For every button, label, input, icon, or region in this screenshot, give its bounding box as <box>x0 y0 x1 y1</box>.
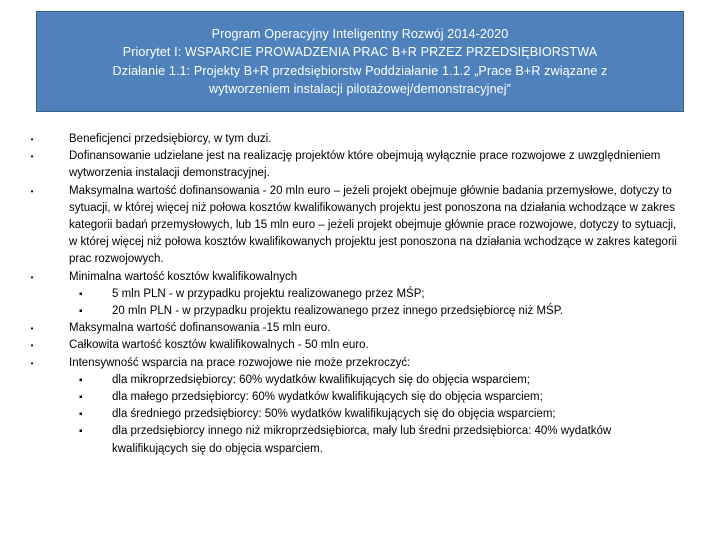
content-area <box>28 131 678 458</box>
list-item-text: Całkowita wartość kosztów kwalifikowalnych - 50 mln euro. <box>69 339 369 352</box>
list-item-text: Dofinansowanie udzielane jest na realizację projektów które obejmują wyłącznie prace rozwojowe z uwzględnieniem wytworzenia instalacji demonstracyjnej. <box>69 150 661 180</box>
bullet-list <box>28 131 678 458</box>
sub-item-text: dla mikroprzedsiębiorcy: 60% wydatków kwalifikujących się do objęcia wsparciem; <box>112 373 531 386</box>
sub-item-text: dla małego przedsiębiorcy: 60% wydatków kwalifikujących się do objęcia wsparciem; <box>112 391 543 404</box>
sub-list-intensity <box>69 372 678 458</box>
list-item-total-costs <box>28 337 678 354</box>
list-item-funding-scope <box>28 148 678 182</box>
bullet-dot-icon: • <box>30 324 34 334</box>
bullet-dot-icon: • <box>30 272 34 282</box>
bullet-dot-icon: • <box>30 341 34 351</box>
list-item-text: Maksymalna wartość dofinansowania - 20 mln euro – jeżeli projekt obejmuje głównie badania przemysłowe, dotyczy to sytuacji, w której więcej niż połowa kosztów kwalifikowanych projektu jest ponoszona na działania wchodzące w zakres kategorii badań przemysłowych, lub 15 mln euro – jeżeli projekt obejmuje głównie prace rozwojowe, dotyczy to sytuacji, w której więcej niż połowa kosztów kwalifikowanych projektu jest ponoszona na działania wchodzące w zakres kategorii prac rozwojowych. <box>69 184 677 266</box>
list-item-text: Beneficjenci przedsiębiorcy, w tym duzi. <box>69 133 272 145</box>
title-action: Działanie 1.1: Projekty B+R przedsiębiorstw Poddziałanie 1.1.2 „Prace B+R związane z <box>112 63 608 78</box>
square-bullet-icon: ▪ <box>79 306 83 318</box>
list-item-max-funding <box>28 183 678 269</box>
sub-list-item <box>79 286 678 303</box>
title-program: Program Operacyjny Inteligentny Rozwój 2014-2020 <box>211 26 509 41</box>
sub-item-text: dla przedsiębiorcy innego niż mikroprzedsiębiorca, mały lub średni przedsiębiorca: 40% wydatków kwalifikujących się do objęcia wsparciem. <box>112 425 612 455</box>
sub-list-item <box>79 406 678 423</box>
bullet-dot-icon: • <box>30 358 34 368</box>
square-bullet-icon: ▪ <box>79 409 83 421</box>
sub-item-text: dla średniego przedsiębiorcy: 50% wydatków kwalifikujących się do objęcia wsparciem; <box>112 408 556 421</box>
list-item-min-costs <box>28 269 678 321</box>
list-item-text: Intensywność wsparcia na prace rozwojowe nie może przekroczyć: <box>69 356 411 369</box>
sub-item-text: 5 mln PLN - w przypadku projektu realizowanego przez MŚP; <box>112 287 425 300</box>
list-item-text: Minimalna wartość kosztów kwalifikowalnych <box>69 270 298 283</box>
square-bullet-icon: ▪ <box>79 288 83 300</box>
sub-list-item <box>79 303 678 320</box>
square-bullet-icon: ▪ <box>79 374 83 386</box>
sub-list-min-costs <box>69 286 678 320</box>
list-item-beneficiaries <box>28 131 678 148</box>
sub-list-item <box>79 372 678 389</box>
list-item-text: Maksymalna wartość dofinansowania -15 mln euro. <box>69 322 331 335</box>
sub-item-text: 20 mln PLN - w przypadku projektu realizowanego przez innego przedsiębiorcę niż MŚP. <box>112 305 564 318</box>
sub-list-item <box>79 389 678 406</box>
title-box <box>36 11 684 112</box>
list-item-intensity <box>28 355 678 458</box>
title-priority: Priorytet I: WSPARCIE PROWADZENIA PRAC B+R PRZEZ PRZEDSIĘBIORSTWA <box>122 45 598 59</box>
bullet-dot-icon: • <box>30 135 34 144</box>
square-bullet-icon: ▪ <box>79 426 83 438</box>
bullet-dot-icon: • <box>30 152 34 162</box>
title-action-cont: wytworzeniem instalacji pilotażowej/demonstracyjnej” <box>209 82 511 96</box>
bullet-dot-icon: • <box>30 186 34 196</box>
square-bullet-icon: ▪ <box>79 392 83 404</box>
sub-list-item <box>79 423 678 457</box>
list-item-max-funding-15 <box>28 320 678 337</box>
